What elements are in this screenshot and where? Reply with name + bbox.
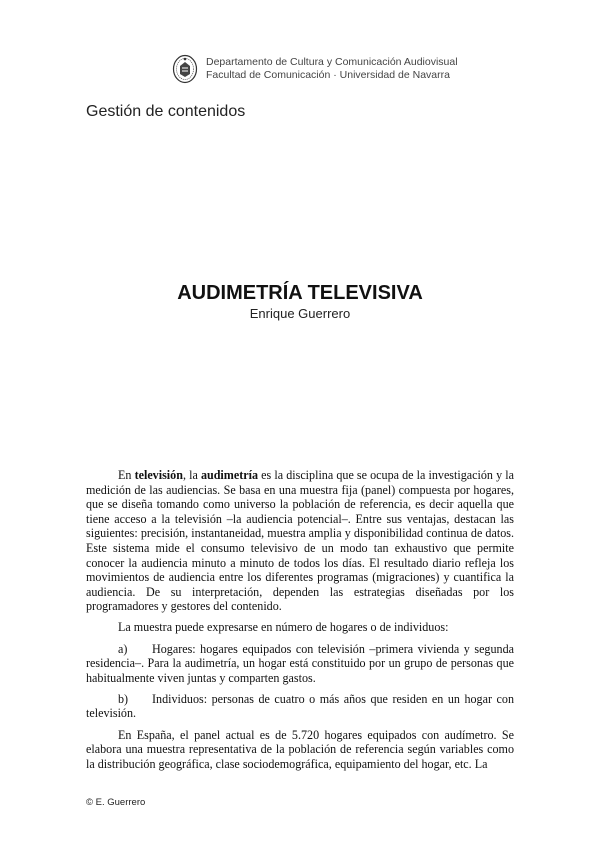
- p1-text-2: , la: [182, 468, 201, 482]
- list-item-a-text: Hogares: hogares equipados con televisión –primera vivienda y segunda residencia–. Para la audimetría, un hogar está constituido por un grupo de personas que habitualmente viven juntas y comparten gastos.: [86, 641, 514, 685]
- paragraph-3: En España, el panel actual es de 5.720 hogares equipados con audímetro. Se elabora una muestra representativa de la población de referencia según variables como la distribución geográfica, clase sociodemográfica, equipamiento del hogar, etc. La: [86, 727, 514, 771]
- document-body: [86, 468, 514, 778]
- list-item-a-label: a): [118, 641, 128, 656]
- section-title: Gestión de contenidos: [86, 103, 246, 120]
- header-department: Departamento de Cultura y Comunicación Audiovisual: [206, 56, 458, 68]
- list-item-b-text: Individuos: personas de cuatro o más años que residen en un hogar con televisión.: [86, 691, 514, 721]
- paragraph-2: La muestra puede expresarse en número de hogares o de individuos:: [118, 620, 449, 635]
- list-item-a: [86, 642, 514, 686]
- header-faculty: Facultad de Comunicación · Universidad de Navarra: [206, 68, 450, 81]
- university-seal-icon: [172, 54, 198, 84]
- p1-text-3: es la disciplina que se ocupa de la investigación y la medición de las audiencias. Se basa en una muestra fija (panel) compuesta por hogares, que se diseña tomando como universo la población de referencia, es decir aquella que tiene acceso a la televisión –la audiencia potencial–. Entre sus ventajas, destacan las siguientes: precisión, instantaneidad, muestra amplia y disponibilidad continua de datos. Este sistema mide el consumo televisivo de un modo tan exhaustivo que permite conocer la audiencia minuto a minuto de todos los días. El resultado diario refleja los movimientos de audiencia entre los diferentes programas (migraciones) y cuantifica la audiencia. De su interpretación, dependen las estrategias diseñadas por los programadores y gestores del contenido.: [86, 468, 514, 614]
- document-title: AUDIMETRÍA TELEVISIVA: [177, 282, 423, 304]
- p1-bold-audimetria: audimetría: [200, 468, 259, 482]
- header-text: [206, 56, 458, 81]
- p1-text-1: En: [118, 468, 135, 482]
- list-item-b: [86, 692, 514, 721]
- paragraph-1: [86, 468, 514, 614]
- document-author: Enrique Guerrero: [249, 306, 351, 321]
- list-item-b-label: b): [118, 691, 129, 706]
- p1-bold-television: televisión: [134, 468, 183, 482]
- page-footer: © E. Guerrero: [86, 797, 146, 808]
